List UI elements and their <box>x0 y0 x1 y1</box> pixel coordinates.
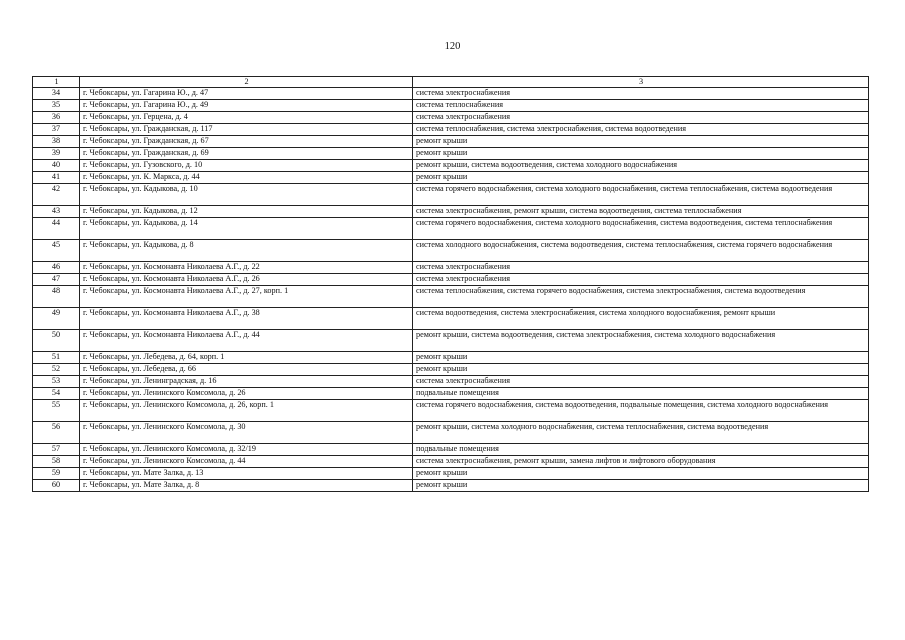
row-number: 37 <box>33 124 80 136</box>
table-row <box>33 160 869 172</box>
row-number: 40 <box>33 160 80 172</box>
table-row <box>33 330 869 352</box>
row-works: система теплоснабжения <box>413 100 869 112</box>
table-row <box>33 184 869 206</box>
row-number: 42 <box>33 184 80 206</box>
row-works: ремонт крыши <box>413 148 869 160</box>
row-works: ремонт крыши <box>413 136 869 148</box>
row-address: г. Чебоксары, ул. Кадыкова, д. 14 <box>80 218 413 240</box>
table-row <box>33 388 869 400</box>
row-works: система горячего водоснабжения, система водоотведения, подвальные помещения, система холодного водоснабжения <box>413 400 869 422</box>
row-works: система электроснабжения <box>413 262 869 274</box>
row-number: 35 <box>33 100 80 112</box>
row-number: 52 <box>33 364 80 376</box>
table-row <box>33 352 869 364</box>
row-works: ремонт крыши, система водоотведения, система электроснабжения, система холодного водоснабжения <box>413 330 869 352</box>
table-row <box>33 218 869 240</box>
row-works: ремонт крыши <box>413 468 869 480</box>
row-number: 43 <box>33 206 80 218</box>
table-row <box>33 456 869 468</box>
table-header-row <box>33 77 869 88</box>
row-works: система электроснабжения <box>413 376 869 388</box>
row-works: система холодного водоснабжения, система водоотведения, система теплоснабжения, система горячего водоснабжения <box>413 240 869 262</box>
row-works: система электроснабжения <box>413 274 869 286</box>
row-address: г. Чебоксары, ул. Ленинского Комсомола, д. 26 <box>80 388 413 400</box>
row-address: г. Чебоксары, ул. Кадыкова, д. 12 <box>80 206 413 218</box>
row-number: 39 <box>33 148 80 160</box>
row-works: система горячего водоснабжения, система холодного водоснабжения, система водоотведения, система теплоснабжения <box>413 218 869 240</box>
row-address: г. Чебоксары, ул. Космонавта Николаева А.Г., д. 26 <box>80 274 413 286</box>
table-row <box>33 206 869 218</box>
table-row <box>33 148 869 160</box>
row-works: система электроснабжения <box>413 112 869 124</box>
row-number: 60 <box>33 480 80 492</box>
table-row <box>33 286 869 308</box>
table-row <box>33 262 869 274</box>
table-row <box>33 480 869 492</box>
table-row <box>33 376 869 388</box>
row-number: 47 <box>33 274 80 286</box>
row-number: 34 <box>33 88 80 100</box>
row-works: подвальные помещения <box>413 388 869 400</box>
row-number: 45 <box>33 240 80 262</box>
table-row <box>33 88 869 100</box>
table-row <box>33 274 869 286</box>
row-works: ремонт крыши, система холодного водоснабжения, система теплоснабжения, система водоотведения <box>413 422 869 444</box>
table-row <box>33 136 869 148</box>
row-address: г. Чебоксары, ул. Космонавта Николаева А.Г., д. 22 <box>80 262 413 274</box>
row-number: 36 <box>33 112 80 124</box>
row-works: ремонт крыши, система водоотведения, система холодного водоснабжения <box>413 160 869 172</box>
page-number: 120 <box>444 41 461 52</box>
table-row <box>33 100 869 112</box>
row-works: ремонт крыши <box>413 172 869 184</box>
row-address: г. Чебоксары, ул. Кадыкова, д. 8 <box>80 240 413 262</box>
row-address: г. Чебоксары, ул. Ленинградская, д. 16 <box>80 376 413 388</box>
table-row <box>33 400 869 422</box>
row-number: 56 <box>33 422 80 444</box>
row-number: 53 <box>33 376 80 388</box>
row-address: г. Чебоксары, ул. Мате Залка, д. 13 <box>80 468 413 480</box>
row-number: 41 <box>33 172 80 184</box>
column-header-works: 3 <box>413 77 869 88</box>
row-number: 49 <box>33 308 80 330</box>
row-address: г. Чебоксары, ул. Герцена, д. 4 <box>80 112 413 124</box>
row-number: 51 <box>33 352 80 364</box>
row-address: г. Чебоксары, ул. Космонавта Николаева А.Г., д. 27, корп. 1 <box>80 286 413 308</box>
row-works: ремонт крыши <box>413 352 869 364</box>
row-address: г. Чебоксары, ул. Гражданская, д. 69 <box>80 148 413 160</box>
row-works: система электроснабжения, ремонт крыши, система водоотведения, система теплоснабжения <box>413 206 869 218</box>
row-address: г. Чебоксары, ул. Лебедева, д. 64, корп. 1 <box>80 352 413 364</box>
table-row <box>33 112 869 124</box>
row-number: 59 <box>33 468 80 480</box>
row-number: 46 <box>33 262 80 274</box>
row-number: 57 <box>33 444 80 456</box>
row-works: система водоотведения, система электроснабжения, система холодного водоснабжения, ремонт крыши <box>413 308 869 330</box>
table-row <box>33 240 869 262</box>
row-works: система теплоснабжения, система электроснабжения, система водоотведения <box>413 124 869 136</box>
row-number: 50 <box>33 330 80 352</box>
row-address: г. Чебоксары, ул. Кадыкова, д. 10 <box>80 184 413 206</box>
column-header-address: 2 <box>80 77 413 88</box>
row-works: ремонт крыши <box>413 364 869 376</box>
row-address: г. Чебоксары, ул. Космонавта Николаева А.Г., д. 44 <box>80 330 413 352</box>
table-row <box>33 308 869 330</box>
row-works: подвальные помещения <box>413 444 869 456</box>
row-address: г. Чебоксары, ул. Мате Залка, д. 8 <box>80 480 413 492</box>
row-number: 55 <box>33 400 80 422</box>
row-address: г. Чебоксары, ул. Ленинского Комсомола, д. 30 <box>80 422 413 444</box>
table-row <box>33 422 869 444</box>
row-address: г. Чебоксары, ул. Ленинского Комсомола, д. 32/19 <box>80 444 413 456</box>
row-works: система горячего водоснабжения, система холодного водоснабжения, система теплоснабжения, система водоотведения <box>413 184 869 206</box>
row-address: г. Чебоксары, ул. Космонавта Николаева А.Г., д. 38 <box>80 308 413 330</box>
column-header-number: 1 <box>33 77 80 88</box>
row-address: г. Чебоксары, ул. Гражданская, д. 117 <box>80 124 413 136</box>
registry-table <box>32 76 869 492</box>
row-address: г. Чебоксары, ул. Гражданская, д. 67 <box>80 136 413 148</box>
row-number: 48 <box>33 286 80 308</box>
row-address: г. Чебоксары, ул. Ленинского Комсомола, д. 26, корп. 1 <box>80 400 413 422</box>
row-address: г. Чебоксары, ул. Гузовского, д. 10 <box>80 160 413 172</box>
row-works: ремонт крыши <box>413 480 869 492</box>
row-works: система теплоснабжения, система горячего водоснабжения, система электроснабжения, система водоотведения <box>413 286 869 308</box>
table-row <box>33 468 869 480</box>
row-address: г. Чебоксары, ул. Гагарина Ю., д. 47 <box>80 88 413 100</box>
table-row <box>33 364 869 376</box>
table-row <box>33 172 869 184</box>
row-number: 54 <box>33 388 80 400</box>
table-row <box>33 444 869 456</box>
row-number: 44 <box>33 218 80 240</box>
row-number: 58 <box>33 456 80 468</box>
row-address: г. Чебоксары, ул. Ленинского Комсомола, д. 44 <box>80 456 413 468</box>
row-number: 38 <box>33 136 80 148</box>
row-address: г. Чебоксары, ул. Лебедева, д. 66 <box>80 364 413 376</box>
row-address: г. Чебоксары, ул. Гагарина Ю., д. 49 <box>80 100 413 112</box>
row-works: система электроснабжения <box>413 88 869 100</box>
row-works: система электроснабжения, ремонт крыши, замена лифтов и лифтового оборудования <box>413 456 869 468</box>
table-row <box>33 124 869 136</box>
row-address: г. Чебоксары, ул. К. Маркса, д. 44 <box>80 172 413 184</box>
